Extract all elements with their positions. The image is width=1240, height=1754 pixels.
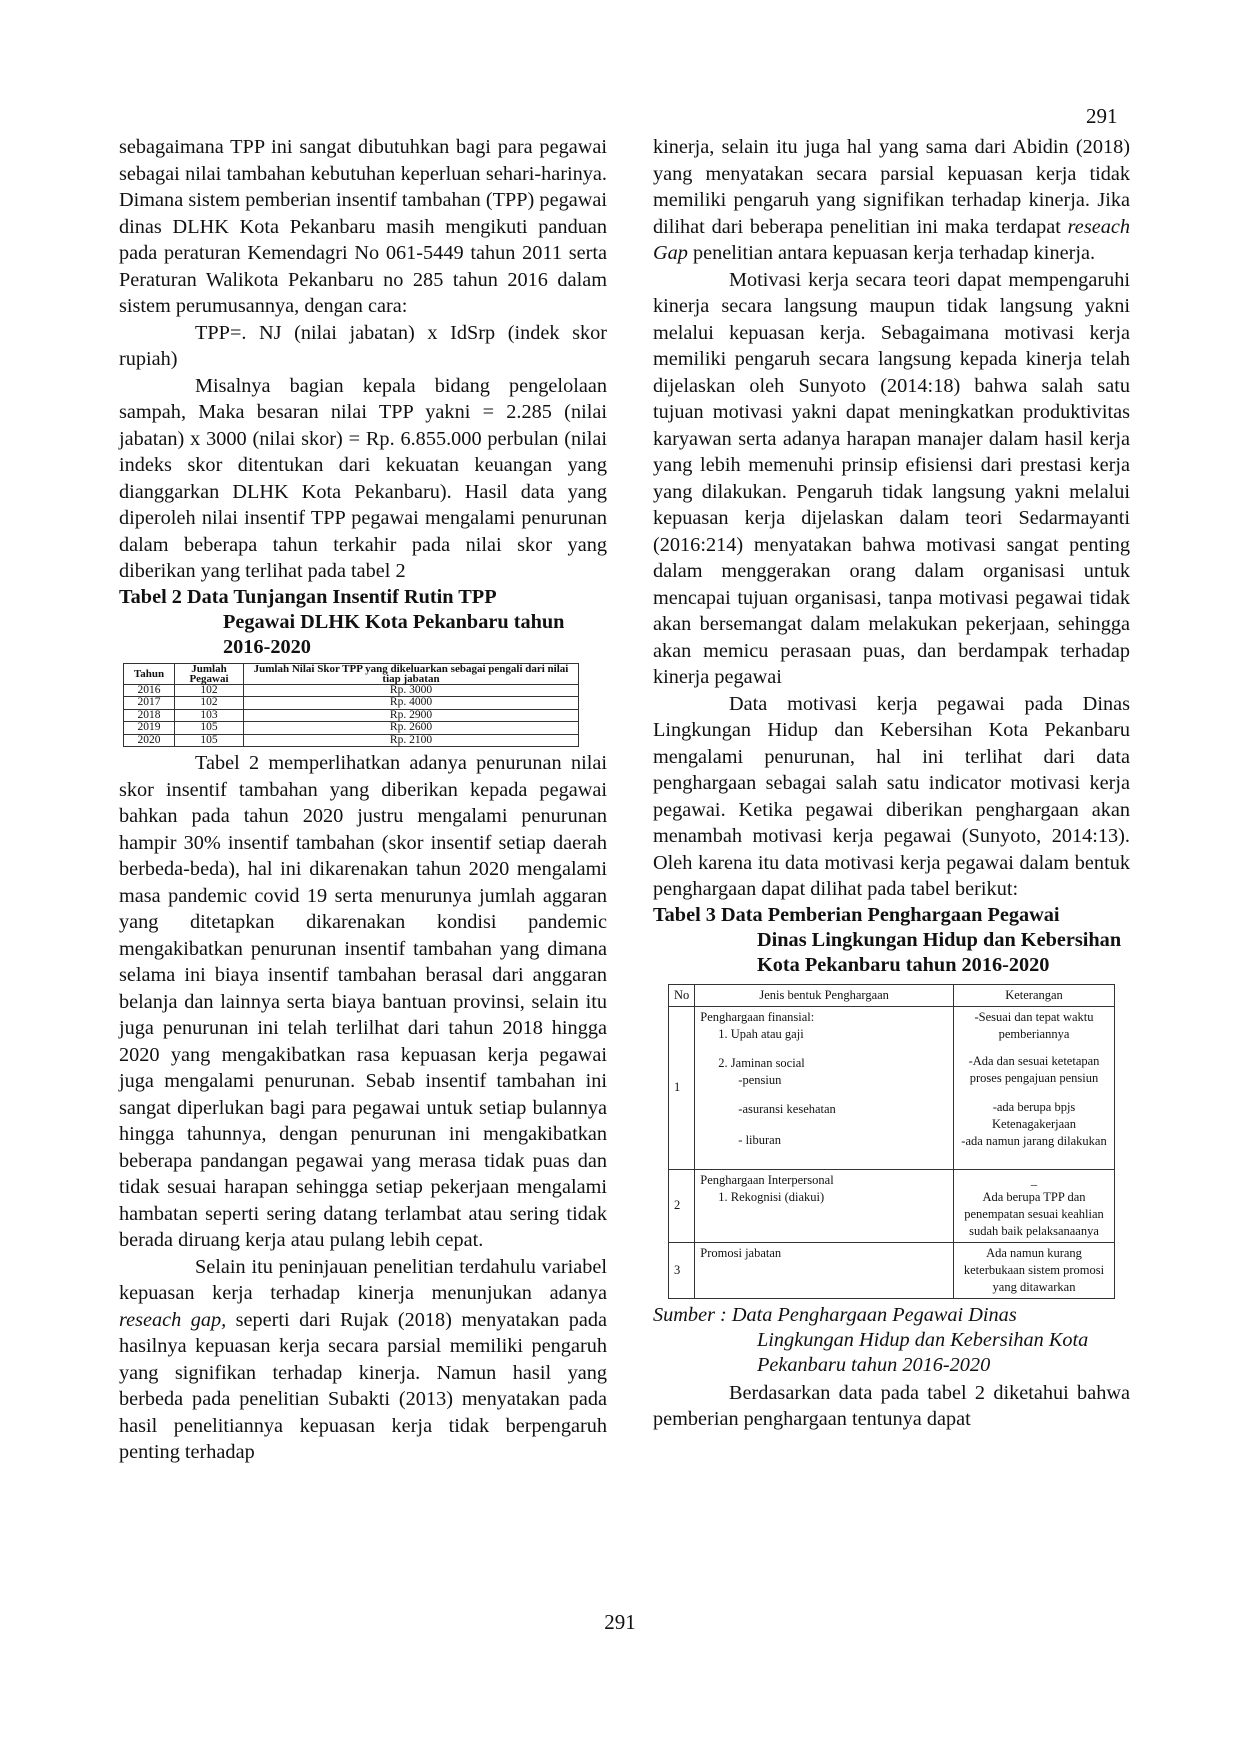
table3-jenis-line: 1. Rekognisi (diakui) [718,1189,825,1204]
table3-jenis-line: -asuransi kesehatan [738,1101,836,1116]
table3-no: 1 [669,1006,695,1169]
table2-cell: 2019 [124,722,175,735]
table-row [124,697,579,710]
left-paragraph-4: Tabel 2 memperlihatkan adanya penurunan nilai skor insentif tambahan yang diberikan kepada pegawai bahkan pada tahun 2020 justru mengalami penurunan hampir 30% insentif tambahan (skor insentif setiap daerah berbeda-beda), hal ini dikarenakan tahun 2020 mengalami masa pandemic covid 19 serta menurunya jumlah aggaran yang ditetapkan dikarenakan kondisi pandemic mengakibatkan penurunan insentif tambahan yang dimana selama ini biaya insentif tambahan berasal dari anggaran belanja dan lainnya serta biaya bantuan provinsi, selain itu juga penurunan ini telah terlilhat dari tahun 2018 hingga 2020 yang mengakibatkan rasa kepuasan kerja pegawai juga mengalami penurunan. Sebab insentif tambahan ini sangat diperlukan bagi para pegawai untuk setiap bulannya hingga tahunnya, dengan penurunan ini mengakibatkan beberapa pandangan pegawai yang merasa tidak puas dan tidak sesuai harapan sehingga setiap pekerjaan mengalami hambatan seperti sering datang terlambat atau sering tidak berada diruang kerja atau pulang lebih cepat. [119,752,607,1251]
table3-header-jenis: Jenis bentuk Penghargaan [695,984,954,1006]
table3-ket-line: -ada namun jarang dilakukan [961,1133,1107,1148]
left-column [119,134,607,1466]
table3-ket-line: -Sesuai dan tepat waktu pemberiannya [974,1009,1094,1041]
table2-caption [119,585,607,660]
table-row [124,709,579,722]
table3-no: 2 [669,1169,695,1242]
right-paragraph-3: Data motivasi kerja pegawai pada Dinas Lingkungan Hidup dan Kebersihan Kota Pekanbaru mengalami penurunan, hal ini terlihat dari data penghargaan sebagai salah satu indicator motivasi kerja pegawai. Ketika pegawai diberikan penghargaan akan menambah motivasi kerja pegawai (Sunyoto, 2014:13). Oleh karena itu data motivasi kerja pegawai dalam bentuk penghargaan dapat dilihat pada tabel berikut: [653,692,1130,900]
table2-cell: 2020 [124,734,175,747]
right-p1-text-a: kinerja, selain itu juga hal yang sama dari Abidin (2018) yang menyatakan secara parsial kepuasan kerja tidak memiliki pengaruh yang signifikan terhadap kinerja. Jika dilihat dari beberapa penelitian ini maka terdapat [653,136,1130,238]
table3-jenis-line: 1. Upah atau gaji [718,1026,804,1041]
table2-cell: 102 [175,697,244,710]
table2-header-jumlah: Jumlah Pegawai [175,663,244,684]
table2-caption-rest: Pegawai DLHK Kota Pekanbaru tahun 2016-2020 [223,610,565,658]
table2-cell: Rp. 2900 [244,709,579,722]
table3-jenis-line: 2. Jaminan social [718,1055,805,1070]
table3-ket-line: -ada berupa bpjs Ketenagakerjaan [992,1099,1076,1131]
table2-header-row [124,663,579,684]
table3-keterangan [954,1169,1115,1242]
table-row [124,734,579,747]
table3-keterangan [954,1006,1115,1169]
left-paragraph-3: Misalnya bagian kepala bidang pengelolaan sampah, Maka besaran nilai TPP yakni = 2.285 (nilai jabatan) x 3000 (nilai skor) = Rp. 6.855.000 perbulan (nilai indeks skor ditentukan dari kekuatan keuangan yang dianggarkan DLHK Kota Pekanbaru). Hasil data yang diperoleh nilai insentif TPP pegawai mengalami penurunan dalam beberapa tahun terkahir pada nilai skor yang diberikan yang terlihat pada tabel 2 [119,374,607,582]
table-row [124,684,579,697]
right-paragraph-2: Motivasi kerja secara teori dapat mempengaruhi kinerja secara langsung maupun tidak langsung yakni melalui kepuasan kerja. Sebagaimana motivasi kerja memiliki pengaruh secara langsung kepada kinerja telah dijelaskan oleh Sunyoto (2014:18) bahwa salah satu tujuan motivasi yakni dapat meningkatkan produktivitas karyawan serta adanya harapan manajer dalam hasil kerja yang lebih memenuhi prinsip efisiensi dari prestasi kerja yang dilakukan. Pengaruh tidak langsung yakni melalui kepuasan kerja dijelaskan dalam teori Sedarmayanti (2016:214) menyatakan bahwa motivasi sangat penting dalam menggerakan orang dalam organisasi untuk mencapai tujuan organisasi, tanpa motivasi pegawai tidak akan bersemangat dalam melakukan pekerjaan, sehingga akan memicu perasaan puas, dan berdampak terhadap kinerja pegawai [653,268,1130,688]
table2-cell: 2018 [124,709,175,722]
page-number-bottom: 291 [604,1610,636,1634]
table3-jenis-line: - liburan [738,1132,781,1147]
table3-caption [653,903,1130,978]
table2 [123,663,579,748]
table3-caption-lead: Tabel 3 Data Pemberian Penghargaan Pegawai [653,903,1060,926]
left-p5-emphasis: reseach gap, [119,1308,227,1331]
right-paragraph-1 [653,134,1130,267]
table3-jenis [695,1169,954,1242]
table-row [669,1006,1115,1169]
left-paragraph-5 [119,1254,607,1466]
table2-cell: 102 [175,684,244,697]
table3-source-lead: Sumber : Data Penghargaan Pegawai Dinas [653,1303,1017,1326]
left-paragraph-1: sebagaimana TPP ini sangat dibutuhkan bagi para pegawai sebagai nilai tambahan kebutuhan keperluan sehari-harinya. Dimana sistem pemberian insentif tambahan (TPP) pegawai dinas DLHK Kota Pekanbaru masih mengikuti panduan pada peraturan Kemendagri No 061-5449 tahun 2011 serta Peraturan Walikota Pekanbaru no 285 tahun 2016 dalam sistem perumusannya, dengan cara: [119,136,607,317]
table2-caption-lead: Tabel 2 Data Tunjangan Insentif Rutin TPP [119,585,497,608]
table2-header-skor: Jumlah Nilai Skor TPP yang dikeluarkan sebagai pengali dari nilai tiap jabatan [244,663,579,684]
table2-cell: 105 [175,722,244,735]
table-row [669,1169,1115,1242]
table2-cell: 105 [175,734,244,747]
table-row [124,722,579,735]
table3-ket-line: Ada berupa TPP dan penempatan sesuai keahlian sudah baik pelaksanaanya [964,1189,1104,1238]
table3-header-keterangan: Keterangan [954,984,1115,1006]
right-p1-text-b: penelitian antara kepuasan kerja terhadap kinerja. [687,242,1096,264]
table2-cell: Rp. 3000 [244,684,579,697]
table3-ket-line: Ada namun kurang keterbukaan sistem promosi yang ditawarkan [963,1245,1105,1294]
left-p5-text-a: Selain itu peninjauan penelitian terdahulu variabel kepuasan kerja terhadap kinerja menunjukan adanya [119,1255,607,1304]
table2-header-tahun: Tahun [124,663,175,684]
table2-cell: 2016 [124,684,175,697]
table2-cell: Rp. 2100 [244,734,579,747]
table3-source-rest: Lingkungan Hidup dan Kebersihan Kota Pekanbaru tahun 2016-2020 [757,1328,1089,1376]
table3-header-no: No [669,984,695,1006]
right-paragraph-4: Berdasarkan data pada tabel 2 diketahui bahwa pemberian penghargaan tentunya dapat [653,1381,1130,1430]
table3-jenis [695,1006,954,1169]
table3 [668,984,1115,1299]
table3-jenis-line: -pensiun [738,1072,782,1087]
table2-cell: 103 [175,709,244,722]
table3-source [653,1303,1130,1378]
page-number-top: 291 [1086,104,1118,128]
table3-keterangan [954,1242,1115,1298]
right-p1-emphasis: reseach Gap [653,215,1130,264]
table2-cell: Rp. 4000 [244,697,579,710]
table3-jenis-line: Penghargaan finansial: [700,1009,815,1024]
right-column [653,134,1130,1433]
table3-caption-rest: Dinas Lingkungan Hidup dan Kebersihan Kota Pekanbaru tahun 2016-2020 [757,928,1122,976]
table3-ket-line: _ [1030,1172,1038,1187]
left-p5-text-b: seperti dari Rujak (2018) menyatakan pada hasilnya kepuasan kerja secara parsial memiliki pengaruh yang signifikan terhadap kinerja. Namun hasil yang berbeda pada penelitian Subakti (2013) menyatakan pada hasil penelitiannya kepuasan kerja tidak berpengaruh penting terhadap [119,1308,607,1463]
tpp-formula: TPP=. NJ (nilai jabatan) x IdSrp (indek skor rupiah) [119,321,607,370]
table3-header-row [669,984,1115,1006]
table2-cell: 2017 [124,697,175,710]
table3-jenis [695,1242,954,1298]
table2-cell: Rp. 2600 [244,722,579,735]
table3-jenis-line: Penghargaan Interpersonal [700,1172,834,1187]
table3-ket-line: -Ada dan sesuai ketetapan proses pengajuan pensiun [968,1053,1100,1085]
table3-jenis-line: Promosi jabatan [700,1245,782,1260]
table-row [669,1242,1115,1298]
table3-no: 3 [669,1242,695,1298]
